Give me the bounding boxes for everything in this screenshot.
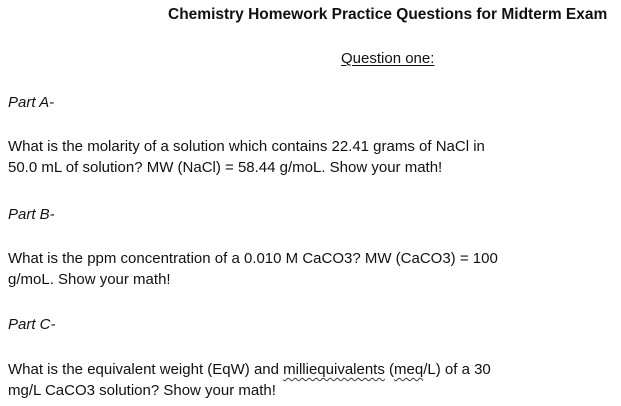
document-title: Chemistry Homework Practice Questions for Midterm Exam	[168, 6, 608, 23]
part-c-label: Part C-	[8, 316, 56, 333]
spellcheck-term-milliequivalents: milliequivalents	[283, 361, 385, 378]
part-c-line-1-post: /L) of a 30	[423, 361, 491, 378]
part-c-line-2: mg/L CaCO3 solution? Show your math!	[8, 382, 276, 399]
part-c-question	[8, 359, 613, 401]
part-c-line-1-pre: What is the equivalent weight (EqW) and	[8, 361, 284, 378]
part-c-line-1-mid: (	[384, 361, 395, 378]
spellcheck-term-meq: meq	[394, 361, 424, 378]
part-b-question	[8, 248, 613, 290]
part-a-line-2: 50.0 mL of solution? MW (NaCl) = 58.44 g/moL. Show your math!	[8, 159, 443, 176]
part-b-line-2: g/moL. Show your math!	[8, 271, 171, 288]
part-c-line-1	[8, 359, 613, 380]
part-b-line-1: What is the ppm concentration of a 0.010 M CaCO3? MW (CaCO3) = 100	[8, 250, 498, 267]
part-b-label: Part B-	[8, 206, 55, 223]
part-a-question	[8, 136, 613, 178]
part-a-line-1: What is the molarity of a solution which contains 22.41 grams of NaCl in	[8, 138, 485, 155]
part-a-label: Part A-	[8, 94, 55, 111]
question-heading: Question one:	[341, 50, 435, 67]
